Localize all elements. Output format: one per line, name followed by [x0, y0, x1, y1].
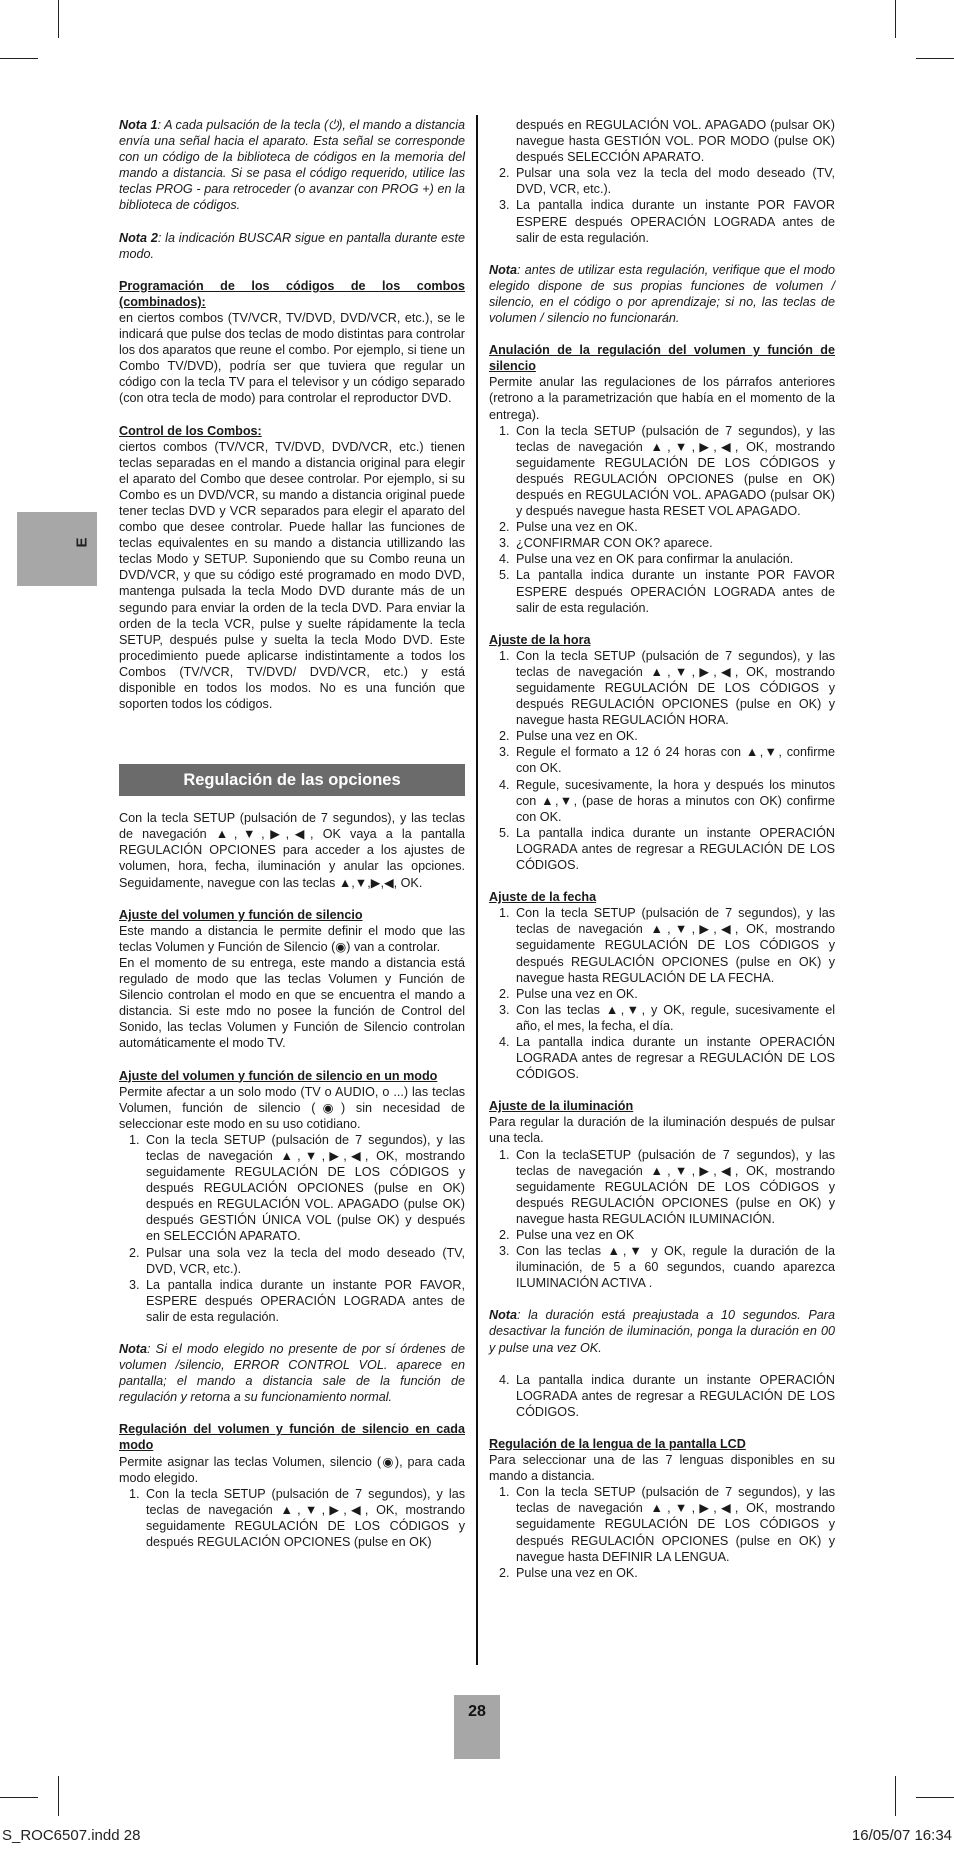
right-column: [489, 117, 835, 1581]
page-number: 28: [468, 1703, 486, 1720]
intro-text: Con la tecla SETUP (pulsación de 7 segundos), y las teclas de navegación ▲,▼,▶,◀, OK vaya a la pantalla REGULACIÓN OPCIONES para acceder a los ajustes de volumen, hora, fecha, iluminación y anular las opciones. Seguidamente, navegue con las teclas ▲,▼,▶,◀, OK.: [119, 811, 465, 890]
combos-text: en ciertos combos (TV/VCR, TV/DVD, DVD/VCR, etc.), se le indicará que pulse dos teclas de modo distintas para controlar los dos aparatos que reune el combo. Por ejemplo, si tiene un Combo TV/DVD), podría ser que tuviera que regular un código con la tecla TV para el televisor y un código separado (con otra tecla de modo) para controlar el reproductor DVD.: [119, 310, 465, 406]
list-item: 3. Regule el formato a 12 ó 24 horas con ▲,▼, confirme con OK.: [513, 744, 835, 776]
one-mode-heading: Ajuste del volumen y función de silencio en un modo: [119, 1068, 438, 1083]
ilum-text: Para regular la duración de la iluminación después de pulsar una tecla.: [489, 1115, 835, 1146]
lcd-steps: [489, 1484, 835, 1581]
list-item: 2. Pulsar una sola vez la tecla del modo deseado (TV, DVD, VCR, etc.).: [143, 1245, 465, 1277]
crop-mark: [58, 0, 59, 38]
footer-datetime: 16/05/07 16:34: [851, 1827, 952, 1844]
crop-mark: [0, 1797, 38, 1798]
list-item: 5. La pantalla indica durante un instante OPERACIÓN LOGRADA antes de regresar a REGULACIÓN DE LOS CÓDIGOS.: [513, 825, 835, 873]
fecha-heading: Ajuste de la fecha: [489, 890, 597, 905]
vol-text-1: Este mando a distancia le permite definir el modo que las teclas Volumen y Función de Silencio (◉) van a controlar.: [119, 923, 465, 954]
list-item: 2. Pulse una vez en OK.: [513, 986, 835, 1002]
list-item: 1. Con la tecla SETUP (pulsación de 7 segundos), y las teclas de navegación ▲,▼,▶,◀, OK, mostrando seguidamente REGULACIÓN DE LOS CÓDIGOS y después REGULACIÓN OPCIONES (pulse en OK) y navegue hasta REGULACIÓN HORA.: [513, 648, 835, 728]
crop-mark: [58, 1776, 59, 1816]
list-item: 1. Con la tecla SETUP (pulsación de 7 segundos), y las teclas de navegación ▲,▼,▶,◀, OK, mostrando seguidamente REGULACIÓN DE LOS CÓDIGOS y después REGULACIÓN OPCIONES (pulse en OK) después en REGULACIÓN VOL. APAGADO (pulsar OK) y después navegue hasta RESET VOL APAGADO.: [513, 423, 835, 520]
ilum-steps: [489, 1147, 835, 1292]
one-mode-text: Permite afectar a un solo modo (TV o AUDIO, o ...) las teclas Volumen, función de silencio (◉) sin necesidad de seleccionar este modo en su uso cotidiano.: [119, 1084, 465, 1131]
anul-text: Permite anular las regulaciones de los párrafos anteriores (retrono a la parametrización que había en el momento de la entrega).: [489, 375, 835, 422]
one-mode-steps: [119, 1132, 465, 1325]
crop-mark: [916, 1797, 954, 1798]
list-item: 1. Con la tecla SETUP (pulsación de 7 segundos), y las teclas de navegación ▲,▼,▶,◀, OK, mostrando seguidamente REGULACIÓN DE LOS CÓDIGOS y después REGULACIÓN OPCIONES (pulse en OK) después en REGULACIÓN VOL. APAGADO (pulse OK) después GESTIÓN ÚNICA VOL (pulse OK) y después en SELECCIÓN APARATO.: [143, 1132, 465, 1245]
cont-steps-2: [489, 165, 835, 245]
list-item: 1. Con la tecla SETUP (pulsación de 7 segundos), y las teclas de navegación ▲,▼,▶,◀, OK, mostrando seguidamente REGULACIÓN DE LOS CÓDIGOS y después REGULACIÓN OPCIONES (pulse en OK): [143, 1486, 465, 1550]
anul-steps: [489, 423, 835, 616]
list-item: 1. Con la tecla SETUP (pulsación de 7 segundos), y las teclas de navegación ▲,▼,▶,◀, OK, mostrando seguidamente REGULACIÓN DE LOS CÓDIGOS y después REGULACIÓN OPCIONES (pulse en OK) y navegue hasta DEFINIR LA LENGUA.: [513, 1484, 835, 1564]
each-mode-heading: Regulación del volumen y función de silencio en cada modo: [119, 1422, 465, 1453]
list-item: 3. Con las teclas ▲,▼ y OK, regule la duración de la iluminación, de 5 a 60 segundos, cuando aparezca ILUMINACIÓN ACTIVA .: [513, 1243, 835, 1291]
fecha-steps: [489, 905, 835, 1082]
nota-right: Nota: antes de utilizar esta regulación, verifique que el modo elegido dispone de sus propias funciones de volumen / silencio, en el código o por aprendizaje; si no, las teclas de volumen / silencio no funcionarán.: [489, 262, 835, 326]
left-column: [119, 117, 465, 1550]
ilum-steps-2: [489, 1372, 835, 1420]
nota2: Nota 2: la indicación BUSCAR sigue en pantalla durante este modo.: [119, 230, 465, 261]
vol-text-2: En el momento de su entrega, este mando a distancia está regulado de modo que las teclas Volumen y Función de Silencio controlan el modo en que se encuentra el mando a distancia. Si este mdo no posee la función de Control del Sonido, las teclas Volumen y Función de Silencio controlan automáticamente el modo TV.: [119, 955, 465, 1051]
anul-heading: Anulación de la regulación del volumen y función de silencio: [489, 343, 835, 374]
list-item: 2. Pulse una vez en OK.: [513, 519, 835, 535]
ilum-nota: Nota: la duración está preajustada a 10 segundos. Para desactivar la función de iluminación, ponga la duración en 00 y pulse una vez OK.: [489, 1308, 835, 1355]
list-item: 4. Pulse una vez en OK para confirmar la anulación.: [513, 551, 835, 567]
vol-heading: Ajuste del volumen y función de silencio: [119, 907, 363, 922]
section-banner: Regulación de las opciones: [119, 764, 465, 796]
list-item: 2. Pulse una vez en OK.: [513, 1565, 835, 1581]
list-item: 1. Con la tecla SETUP (pulsación de 7 segundos), y las teclas de navegación ▲,▼,▶,◀, OK, mostrando seguidamente REGULACIÓN DE LOS CÓDIGOS y después REGULACIÓN OPCIONES (pulse en OK) y navegue hasta REGULACIÓN DE LA FECHA.: [513, 905, 835, 985]
each-mode-text: Permite asignar las teclas Volumen, silencio (◉), para cada modo elegido.: [119, 1454, 465, 1485]
control-text: ciertos combos (TV/VCR, TV/DVD, DVD/VCR, etc.) tienen teclas separadas en el mando a distancia original para elegir el aparato del Combo que desee controlar. Por ejemplo, si su Combo es un DVD/VCR, su mando a distancia original puede tener teclas DVD y VCR separados para elegir el aparato del combo que desee controlar. Puede hallar las funciones de teclas equivalentes en su mando a distancia utillizando las teclas Modo y SETUP. Suponiendo que su Combo reuna un DVD/VCR, y que su código esté programado en modo DVD, mantenga pulsada la tecla Modo DVD durante más de un segundo para enviar la orden de la tecla DVD. Para enviar la orden de la tecla VCR, pulse y suelte rápidamente la tecla SETUP, después pulse y suelta la tecla Modo DVD. Este procedimiento puede aplicarse indistintamente a todos los Combos (TV/VCR, TV/DVD/ DVD/VCR, etc.) y está disponible en todos los modos. No es una función que soporten todos los códigos.: [119, 439, 465, 712]
list-item: 1. Con la teclaSETUP (pulsación de 7 segundos), y las teclas de navegación ▲,▼,▶,◀, OK, mostrando seguidamente REGULACIÓN DE LOS CÓDIGOS y después REGULACIÓN OPCIONES (pulse en OK) y navegue hasta REGULACIÓN ILUMINACIÓN.: [513, 1147, 835, 1227]
crop-mark: [0, 58, 38, 59]
lcd-text: Para seleccionar una de las 7 lenguas disponibles en su mando a distancia.: [489, 1453, 835, 1484]
cont-steps: [489, 117, 835, 165]
list-item: 2. Pulsar una sola vez la tecla del modo deseado (TV, DVD, VCR, etc.).: [513, 165, 835, 197]
page-number-box: [454, 1695, 500, 1759]
column-divider: [476, 115, 478, 1665]
list-item: 3. ¿CONFIRMAR CON OK? aparece.: [513, 535, 835, 551]
language-side-tab: [17, 512, 97, 586]
hora-steps: [489, 648, 835, 873]
list-item: 4. La pantalla indica durante un instante OPERACIÓN LOGRADA antes de regresar a REGULACIÓN DE LOS CÓDIGOS.: [513, 1034, 835, 1082]
nota1: Nota 1: A cada pulsación de la tecla (⏻), el mando a distancia envía una señal hacia el aparato. Esta señal se corresponde con un código de la biblioteca de códigos en la memoria del mando a distancia. Si se pasa el código requerido, utilice las teclas PROG - para retroceder (o avanzar con PROG +) en la biblioteca de códigos.: [119, 118, 465, 213]
crop-mark: [895, 0, 896, 38]
crop-mark: [895, 1776, 896, 1816]
control-heading: Control de los Combos:: [119, 423, 262, 438]
crop-mark: [916, 58, 954, 59]
lcd-heading: Regulación de la lengua de la pantalla LCD: [489, 1436, 746, 1451]
ilum-heading: Ajuste de la iluminación: [489, 1099, 634, 1114]
list-item: 4. La pantalla indica durante un instante OPERACIÓN LOGRADA antes de regresar a REGULACIÓN DE LOS CÓDIGOS.: [513, 1372, 835, 1420]
side-tab-letter: E: [73, 537, 91, 548]
list-item: 3. La pantalla indica durante un instante POR FAVOR ESPERE después OPERACIÓN LOGRADA antes de salir de esta regulación.: [513, 197, 835, 245]
combos-heading: Programación de los códigos de los combos (combinados):: [119, 278, 465, 309]
hora-heading: Ajuste de la hora: [489, 632, 591, 647]
nota3: Nota: Si el modo elegido no presente de por sí órdenes de volumen /silencio, ERROR CONTROL VOL. aparece en pantalla; el mando a distancia sale de la función de regulación y retorna a su funcionamiento normal.: [119, 1342, 465, 1405]
list-item: después en REGULACIÓN VOL. APAGADO (pulsar OK) navegue hasta GESTIÓN VOL. POR MODO (pulse OK) después SELECCIÓN APARATO.: [516, 118, 835, 165]
list-item: 5. La pantalla indica durante un instante POR FAVOR ESPERE después OPERACIÓN LOGRADA antes de salir de esta regulación.: [513, 567, 835, 615]
each-mode-steps: [119, 1486, 465, 1550]
footer-file: S_ROC6507.indd 28: [2, 1827, 141, 1844]
list-item: 3. La pantalla indica durante un instante POR FAVOR, ESPERE después OPERACIÓN LOGRADA antes de salir de esta regulación.: [143, 1277, 465, 1325]
list-item: 4. Regule, sucesivamente, la hora y después los minutos con ▲,▼, (pase de horas a minutos con OK) confirme con OK.: [513, 777, 835, 825]
list-item: 3. Con las teclas ▲,▼, y OK, regule, sucesivamente el año, el mes, la fecha, el día.: [513, 1002, 835, 1034]
list-item: 2. Pulse una vez en OK: [513, 1227, 835, 1243]
list-item: 2. Pulse una vez en OK.: [513, 728, 835, 744]
